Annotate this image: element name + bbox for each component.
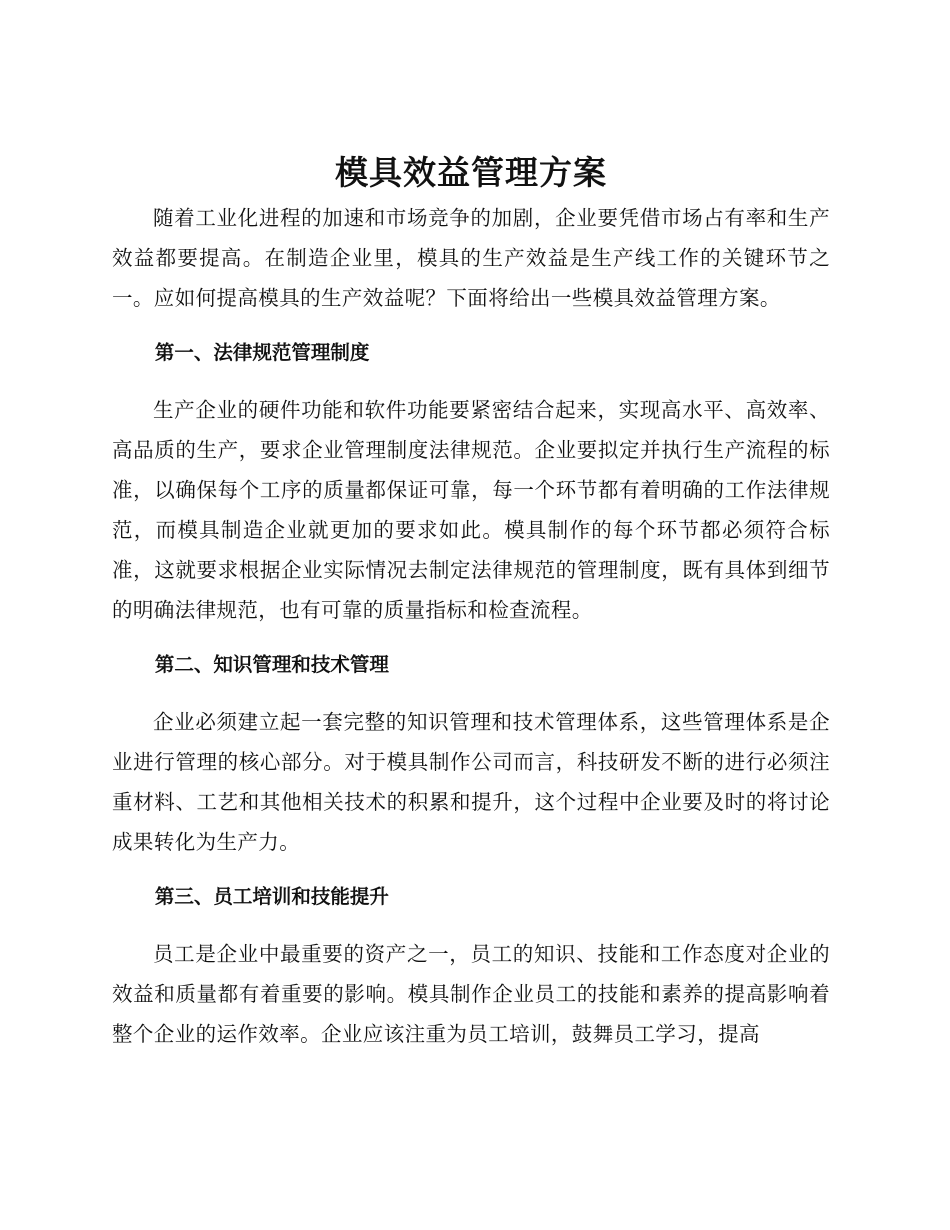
document-page xyxy=(112,148,830,1054)
section-2 xyxy=(112,645,830,862)
section-heading: 第三、员工培训和技能提升 xyxy=(154,885,389,908)
section-body: 企业必须建立起一套完整的知识管理和技术管理体系，这些管理体系是企业进行管理的核心部分。对于模具制作公司而言，科技研发不断的进行必须注重材料、工艺和其他相关技术的积累和提升，这个过程中企业要及时的将讨论成果转化为生产力。 xyxy=(112,710,830,854)
document-title: 模具效益管理方案 xyxy=(335,153,607,192)
intro-paragraph: 随着工业化进程的加速和市场竞争的加剧，企业要凭借市场占有率和生产效益都要提高。在制造企业里，模具的生产效益是生产线工作的关键环节之一。应如何提高模具的生产效益呢？下面将给出一些模具效益管理方案。 xyxy=(112,206,830,310)
section-heading: 第一、法律规范管理制度 xyxy=(154,341,370,364)
section-body: 生产企业的硬件功能和软件功能要紧密结合起来，实现高水平、高效率、高品质的生产，要求企业管理制度法律规范。企业要拟定并执行生产流程的标准，以确保每个工序的质量都保证可靠，每一个环节都有着明确的工作法律规范，而模具制造企业就更加的要求如此。模具制作的每个环节都必须符合标准，这就要求根据企业实际情况去制定法律规范的管理制度，既有具体到细节的明确法律规范，也有可靠的质量指标和检查流程。 xyxy=(112,398,830,622)
section-body: 员工是企业中最重要的资产之一，员工的知识、技能和工作态度对企业的效益和质量都有着重要的影响。模具制作企业员工的技能和素养的提高影响着整个企业的运作效率。企业应该注重为员工培训，鼓舞员工学习，提高 xyxy=(112,942,830,1046)
section-heading: 第二、知识管理和技术管理 xyxy=(154,653,389,676)
section-1 xyxy=(112,333,830,630)
section-3 xyxy=(112,877,830,1054)
